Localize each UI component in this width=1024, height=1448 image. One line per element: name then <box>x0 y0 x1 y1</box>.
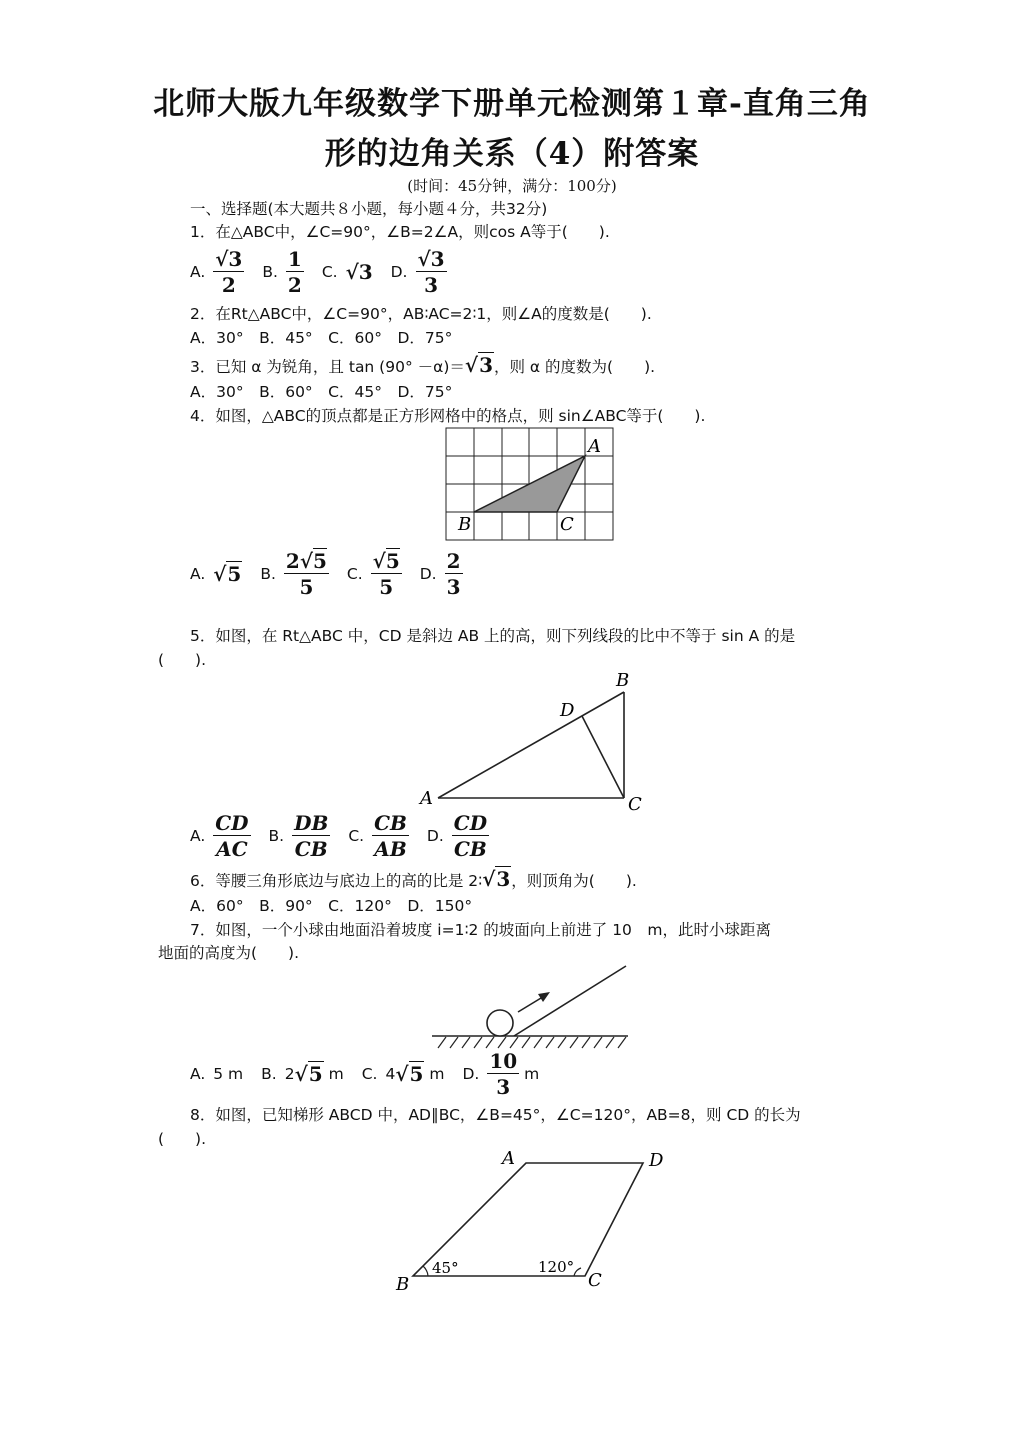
q7-stem-a: 7．如图，一个小球由地面沿着坡度 i=1∶2 的坡面向上前进了 10 m，此时小球距离 <box>190 921 772 939</box>
q1-c-val: √3 <box>345 260 373 284</box>
q8-angle-b-label: 45° <box>432 1259 459 1277</box>
q7-d-num: 10 <box>489 1049 518 1073</box>
q5-label-opt-b: B. <box>268 827 285 845</box>
q3-options: A．30° B．60° C．45° D．75° <box>190 383 453 401</box>
page-title-line-1: 北师大版九年级数学下册单元检测第１章-直角三角 <box>153 86 871 122</box>
q4-label-opt-d: D. <box>419 565 437 583</box>
q4-grid-figure <box>440 424 620 548</box>
q7-options: A. 5 m B. 2 √5 m C. 4 √5 m D. $\frac{10}{3}$ m <box>190 1049 540 1099</box>
q4-label-c: C <box>560 514 574 535</box>
q4-c-den: 5 <box>379 575 394 599</box>
q7-d-unit: m <box>524 1065 540 1083</box>
q7-ground-hatching <box>438 1037 626 1048</box>
section-heading: 一、选择题(本大题共８小题，每小题４分，共32分) <box>190 200 548 218</box>
q5-label-opt-c: C. <box>348 827 365 845</box>
q4-d-num: 2 <box>446 549 461 573</box>
q6-stem: 6．等腰三角形底边与底边上的高的比是 2∶√3，则顶角为( ). <box>190 867 637 891</box>
q8-angle-c-label: 120° <box>538 1258 575 1276</box>
q1-label-d: D. <box>390 263 408 281</box>
q7-label-opt-b: B. <box>261 1065 277 1083</box>
q6-rad: 3 <box>496 867 511 891</box>
q2-stem: 2．在Rt△ABC中，∠C=90°，AB∶AC=2∶1，则∠A的度数是( ). <box>190 305 652 323</box>
q7-label-opt-d: D. <box>462 1065 480 1083</box>
q1-d-den: 3 <box>424 273 438 297</box>
q1-b-num: 1 <box>287 247 302 271</box>
q1-d-num: √3 <box>417 247 445 271</box>
q7-slope-figure <box>430 962 630 1050</box>
q1-stem: 1．在△ABC中，∠C=90°，∠B=2∠A，则cos A等于( ). <box>190 223 610 241</box>
q4-label-opt-b: B. <box>260 565 276 583</box>
q5-a-num: CD <box>215 811 249 835</box>
q5-b-num: DB <box>294 811 329 835</box>
q4-a-rad: 5 <box>227 562 242 586</box>
q6-stem-b: ，则顶角为( ). <box>511 872 637 890</box>
q5-label-opt-d: D. <box>426 827 444 845</box>
q5-d-num: CD <box>453 811 488 835</box>
q5-stem-b: ( ). <box>158 651 207 669</box>
q7-c-coef: 4 <box>385 1065 396 1083</box>
q7-slope-line <box>514 966 626 1036</box>
q4-stem: 4．如图，△ABC的顶点都是正方形网格中的格点，则 sin∠ABC等于( ). <box>190 407 706 425</box>
q5-d-den: CB <box>454 837 487 861</box>
q4-label-opt-a: A. <box>190 565 206 583</box>
q1-label-c: C. <box>321 263 338 281</box>
q7-ball <box>487 1010 513 1036</box>
q3-stem: 3．已知 α 为锐角，且 tan (90° －α)＝√3，则 α 的度数为( ). <box>190 353 656 377</box>
q1-a-den: 2 <box>221 273 236 297</box>
q8-trapezoid-figure <box>388 1146 678 1296</box>
q7-a-val: 5 m <box>213 1065 244 1083</box>
q7-c-rad: 5 <box>409 1062 424 1086</box>
q3-rad: 3 <box>479 353 493 377</box>
q8-stem-a: 8．如图，已知梯形 ABCD 中，AD∥BC，∠B=45°，∠C=120°，AB=8，则 CD 的长为 <box>190 1106 801 1124</box>
q1-label-a: A. <box>190 263 206 281</box>
q7-b-unit: m <box>328 1065 344 1083</box>
q1-a-num: √3 <box>215 247 243 271</box>
q3-stem-b: ，则 α 的度数为( ). <box>493 358 656 376</box>
q8-angle-b-arc <box>423 1266 428 1276</box>
q7-b-coef: 2 <box>284 1065 295 1083</box>
q4-label-a: A <box>588 436 601 457</box>
q4-b-den: 5 <box>299 575 314 599</box>
q8-label-d: D <box>649 1150 664 1171</box>
q1-b-den: 2 <box>287 273 302 297</box>
q2-options: A．30° B．45° C．60° D．75° <box>190 329 453 347</box>
q5-a-den: AC <box>216 837 248 861</box>
q5-options <box>190 812 507 860</box>
q1-options <box>190 248 465 296</box>
q5-label-a: A <box>420 788 433 809</box>
q7-label-opt-a: A. <box>190 1065 206 1083</box>
q5-c-den: AB <box>374 837 407 861</box>
page-title-line-2: 形的边角关系（4）附答案 <box>324 136 700 172</box>
q4-c-rad: 5 <box>385 549 400 573</box>
q7-b-rad: 5 <box>308 1062 323 1086</box>
q5-label-opt-a: A. <box>190 827 206 845</box>
q4-options: A. √5 B. $\frac{2√5}{5}$ C. $\frac{√5}{5}$ D. $\frac{2}{3}$ <box>190 549 461 599</box>
q7-d-den: 3 <box>496 1075 511 1099</box>
exam-info: (时间：45分钟，满分：100分) <box>407 177 617 195</box>
q8-stem-b: ( ). <box>158 1130 207 1148</box>
q8-label-c: C <box>588 1270 602 1291</box>
q5-c-num: CB <box>374 811 407 835</box>
q1-label-b: B. <box>262 263 278 281</box>
q5-label-b: B <box>616 670 630 691</box>
q5-label-c: C <box>628 794 642 815</box>
q4-b-coef: 2 <box>285 549 300 573</box>
q7-label-opt-c: C. <box>361 1065 378 1083</box>
q4-d-den: 3 <box>446 575 461 599</box>
q8-angle-c-arc <box>574 1268 581 1276</box>
q8-label-a: A <box>502 1148 515 1169</box>
q3-stem-a: 3．已知 α 为锐角，且 tan (90° －α)＝ <box>190 358 465 376</box>
q7-stem-b: 地面的高度为( ). <box>158 944 300 962</box>
q7-arrow-head <box>538 992 550 1002</box>
q4-label-b: B <box>458 514 472 535</box>
q5-stem-a: 5．如图，在 Rt△ABC 中，CD 是斜边 AB 上的高，则下列线段的比中不等于 sin A 的是 <box>190 627 796 645</box>
q6-stem-a: 6．等腰三角形底边与底边上的高的比是 2∶ <box>190 872 483 890</box>
q5-altitude-cd <box>582 716 624 798</box>
q6-options: A．60° B．90° C．120° D．150° <box>190 897 473 915</box>
q8-label-b: B <box>396 1274 410 1295</box>
q5-triangle-figure <box>410 666 650 816</box>
q7-c-unit: m <box>429 1065 445 1083</box>
q5-label-d: D <box>560 700 575 721</box>
q4-label-opt-c: C. <box>346 565 363 583</box>
q4-b-rad: 5 <box>312 549 327 573</box>
q5-b-den: CB <box>294 837 328 861</box>
